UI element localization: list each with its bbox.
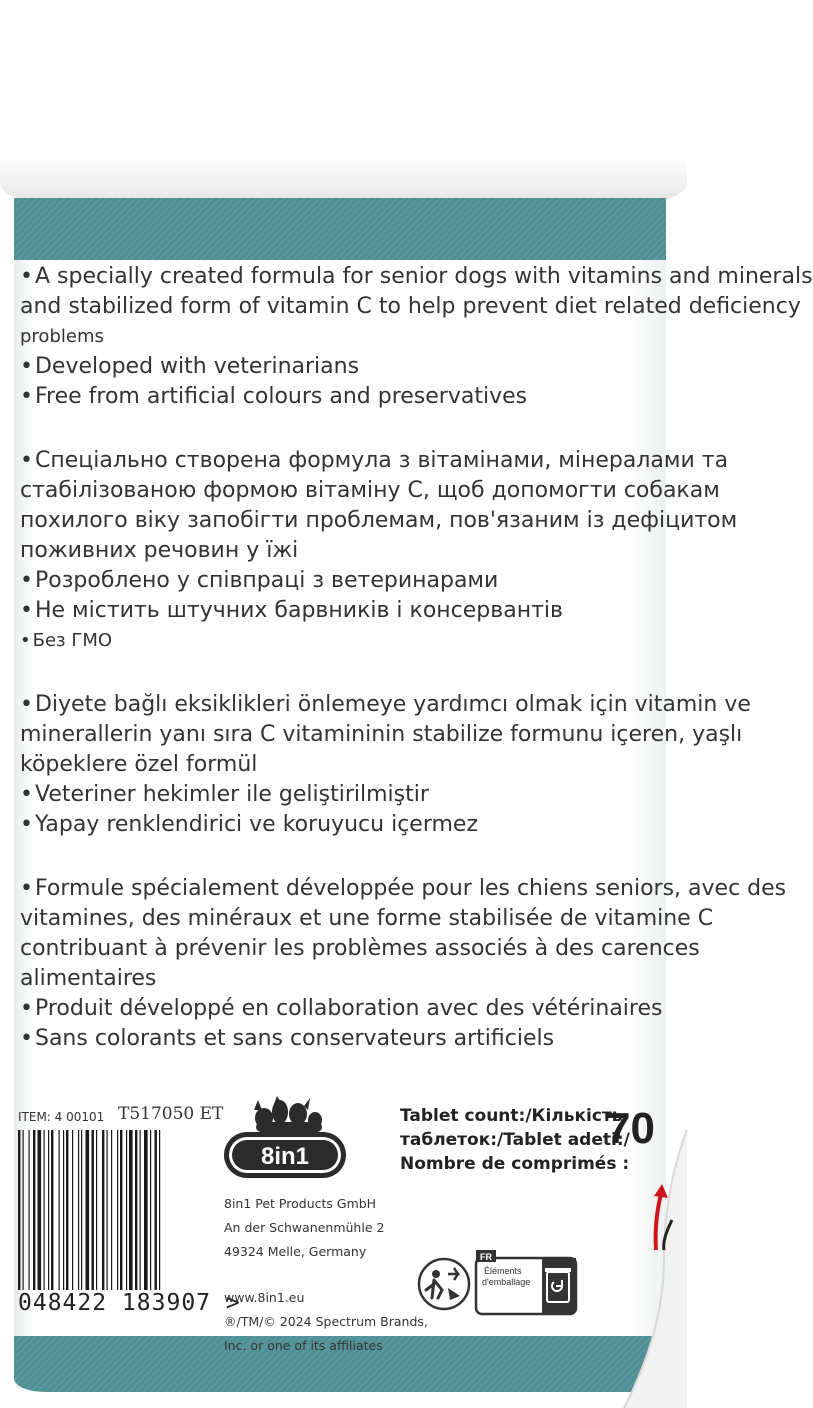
barcode-icon — [18, 1130, 198, 1300]
continuation-line: and stabilized form of vitamin C to help prevent diet related deficiency — [20, 294, 801, 319]
continuation-line: vitamines, des minéraux et une forme stabilisée de vitamine C — [20, 906, 714, 931]
bullet-line: • Formule spécialement développée pour les chiens seniors, avec des — [20, 874, 670, 904]
bullet-line: • Yapay renklendirici ve koruyucu içermez — [20, 810, 670, 840]
copyright-line-2: Inc. or one of its affiliates — [224, 1338, 383, 1353]
svg-text:Éléments: Éléments — [484, 1266, 522, 1276]
svg-text:8in1: 8in1 — [260, 1143, 310, 1170]
continuation-line: alimentaires — [20, 966, 157, 991]
tablet-count-label-line2: таблеток:/Tablet adeti:/ — [400, 1130, 630, 1150]
description-block-tr — [20, 690, 751, 840]
recycling-graphic — [414, 1240, 584, 1320]
bullet-line: • Спеціально створена формула з вітамінами, мінералами та — [20, 446, 670, 476]
bullet-line: • Veteriner hekimler ile geliştirilmiştir — [20, 780, 670, 810]
tablet-count-label-line3: Nombre de comprimés : — [400, 1154, 630, 1174]
continuation-line: problems — [20, 326, 104, 347]
bullet-line: • A specially created formula for senior dogs with vitamins and minerals — [20, 262, 670, 292]
company-address — [224, 1192, 428, 1358]
dog-cat-logo-icon — [220, 1096, 350, 1182]
continuation-line: contribuant à prévenir les problèmes associés à des carences — [20, 936, 700, 961]
copyright-line-1: ®/TM/© 2024 Spectrum Brands, — [224, 1314, 428, 1329]
company-city: 49324 Melle, Germany — [224, 1244, 367, 1259]
jar-lid — [0, 0, 687, 196]
bullet-line: • Diyete bağlı eksiklikleri önlemeye yardımcı olmak için vitamin ve — [20, 690, 670, 720]
svg-text:d'emballage: d'emballage — [482, 1277, 531, 1287]
continuation-line: стабілізованою формою вітаміну С, щоб допомогти собакам — [20, 478, 720, 503]
bullet-line: • Free from artificial colours and preservatives — [20, 382, 670, 412]
continuation-line: minerallerin yanı sıra C vitamininin stabilize formunu içeren, yaşlı — [20, 722, 743, 747]
tablet-count-label-line1: Tablet count:/Кількість — [400, 1106, 623, 1126]
description-block-fr — [20, 874, 787, 1054]
barcode-area — [18, 1104, 241, 1330]
continuation-line: похилого віку запобігти проблемам, пов'язаним із дефіцитом — [20, 508, 738, 533]
brand-area — [220, 1096, 428, 1353]
bullet-line: • Produit développé en collaboration avec des vétérinaires — [20, 994, 670, 1024]
bullet-line: • Без ГМО — [20, 626, 670, 656]
company-website[interactable]: www.8in1.eu — [224, 1290, 305, 1305]
description-text — [20, 262, 813, 1088]
continuation-line: поживних речовин у їжі — [20, 538, 299, 563]
svg-text:FR: FR — [480, 1252, 492, 1262]
description-block-en — [20, 262, 813, 412]
bullet-line: • Sans colorants et sans conservateurs artificiels — [20, 1024, 670, 1054]
barcode-digits: 048422 183907 > — [18, 1290, 241, 1316]
bullet-line: • Розроблено у співпраці з ветеринарами — [20, 566, 670, 596]
top-teal-band — [14, 198, 666, 260]
item-code: T517050 ET — [118, 1104, 224, 1124]
recycling-info — [414, 1240, 584, 1320]
sorting-info-box — [476, 1250, 576, 1314]
tablet-count-value: 70 — [606, 1104, 655, 1153]
triman-icon — [419, 1259, 469, 1309]
tablet-count-label — [400, 1104, 630, 1176]
bullet-line: • Не містить штучних барвників і консервантів — [20, 596, 670, 626]
company-name: 8in1 Pet Products GmbH — [224, 1196, 377, 1211]
continuation-line: köpeklere özel formül — [20, 752, 258, 777]
page-curl — [604, 1130, 687, 1408]
description-block-uk — [20, 446, 738, 656]
item-number: ITEM: 4 00101 — [18, 1110, 105, 1124]
company-street: An der Schwanenmühle 2 — [224, 1220, 385, 1235]
bullet-line: • Developed with veterinarians — [20, 352, 670, 382]
